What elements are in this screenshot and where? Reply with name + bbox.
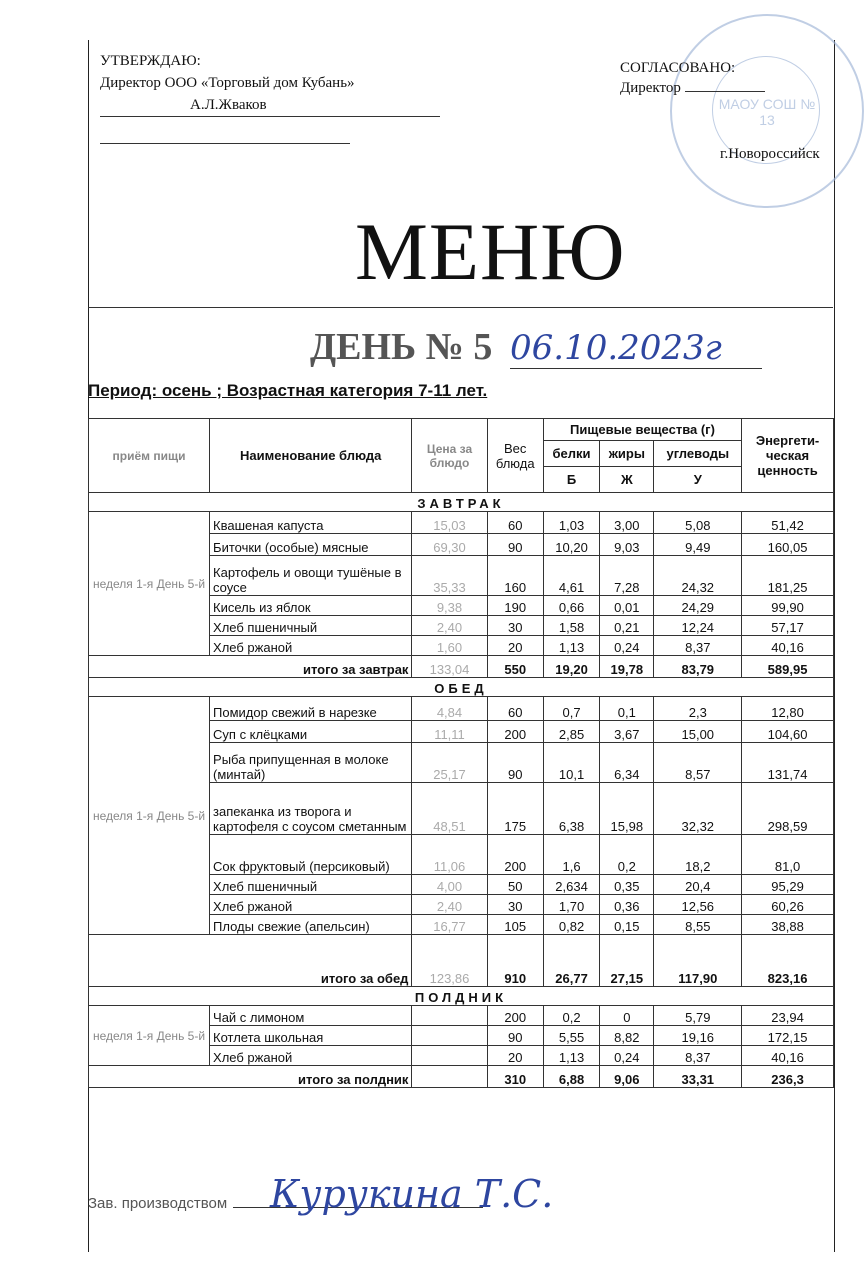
header-fats: жиры — [600, 441, 654, 467]
header-energy: Энергети-ческая ценность — [742, 419, 834, 493]
total-row — [89, 935, 834, 987]
cell-j: 0,15 — [600, 915, 654, 935]
agreement-city: г.Новороссийск — [720, 146, 820, 162]
cell-u: 8,57 — [654, 743, 742, 783]
cell-u: 2,3 — [654, 697, 742, 721]
cell-w: 90 — [487, 743, 543, 783]
cell-w: 60 — [487, 697, 543, 721]
dish-name: Биточки (особые) мясные — [210, 534, 412, 556]
cell-u: 8,37 — [654, 636, 742, 656]
period-line: Период: осень ; Возрастная категория 7-11 лет. — [88, 381, 488, 400]
total-price — [412, 1066, 487, 1088]
cell-w: 200 — [487, 721, 543, 743]
cell-e: 60,26 — [742, 895, 834, 915]
cell-w: 60 — [487, 512, 543, 534]
cell-e: 40,16 — [742, 1046, 834, 1066]
total-row — [89, 1066, 834, 1088]
header-carbs: углеводы — [654, 441, 742, 467]
cell-j: 8,82 — [600, 1026, 654, 1046]
cell-j: 0,24 — [600, 1046, 654, 1066]
cell-u: 8,37 — [654, 1046, 742, 1066]
cell-j: 0,2 — [600, 835, 654, 875]
header-u: У — [654, 467, 742, 493]
cell-j: 15,98 — [600, 783, 654, 835]
total-w: 550 — [487, 656, 543, 678]
cell-j: 0,01 — [600, 596, 654, 616]
total-label: итого за завтрак — [89, 656, 412, 678]
dish-name: Чай с лимоном — [210, 1006, 412, 1026]
cell-price: 48,51 — [412, 783, 487, 835]
dish-name: Хлеб пшеничный — [210, 616, 412, 636]
cell-w: 200 — [487, 835, 543, 875]
total-price: 123,86 — [412, 935, 487, 987]
section-title: ЗАВТРАК — [89, 493, 834, 512]
cell-e: 99,90 — [742, 596, 834, 616]
cell-b: 1,03 — [543, 512, 599, 534]
cell-price: 69,30 — [412, 534, 487, 556]
cell-e: 160,05 — [742, 534, 834, 556]
approval-title: УТВЕРЖДАЮ: — [100, 53, 201, 69]
cell-u: 19,16 — [654, 1026, 742, 1046]
cell-u: 20,4 — [654, 875, 742, 895]
cell-j: 0,24 — [600, 636, 654, 656]
cell-b: 1,13 — [543, 1046, 599, 1066]
cell-b: 10,1 — [543, 743, 599, 783]
cell-price: 2,40 — [412, 616, 487, 636]
dish-name: Кисель из яблок — [210, 596, 412, 616]
total-j: 9,06 — [600, 1066, 654, 1088]
meal-category: неделя 1-я День 5-й — [89, 512, 210, 656]
cell-w: 200 — [487, 1006, 543, 1026]
total-u: 83,79 — [654, 656, 742, 678]
divider — [88, 307, 833, 308]
total-w: 310 — [487, 1066, 543, 1088]
cell-u: 24,32 — [654, 556, 742, 596]
day-label: ДЕНЬ № 5 — [310, 326, 493, 368]
cell-e: 131,74 — [742, 743, 834, 783]
cell-b: 4,61 — [543, 556, 599, 596]
section-title: ПОЛДНИК — [89, 987, 834, 1006]
header-b: Б — [543, 467, 599, 493]
menu-table — [88, 418, 834, 1088]
cell-e: 81,0 — [742, 835, 834, 875]
approval-name: А.Л.Жваков — [190, 97, 267, 113]
cell-u: 9,49 — [654, 534, 742, 556]
total-b: 26,77 — [543, 935, 599, 987]
cell-b: 1,13 — [543, 636, 599, 656]
cell-b: 1,58 — [543, 616, 599, 636]
dish-name: Помидор свежий в нарезке — [210, 697, 412, 721]
section-snack — [89, 987, 834, 1006]
dish-name: Хлеб ржаной — [210, 1046, 412, 1066]
section-title: ОБЕД — [89, 678, 834, 697]
cell-price: 11,11 — [412, 721, 487, 743]
header-dish-name: Наименование блюда — [210, 419, 412, 493]
cell-b: 0,66 — [543, 596, 599, 616]
cell-j: 0,35 — [600, 875, 654, 895]
cell-j: 3,67 — [600, 721, 654, 743]
cell-e: 38,88 — [742, 915, 834, 935]
header-price: Цена за блюдо — [412, 419, 487, 493]
cell-b: 1,6 — [543, 835, 599, 875]
table-body — [89, 493, 834, 1088]
cell-u: 32,32 — [654, 783, 742, 835]
cell-e: 57,17 — [742, 616, 834, 636]
stamp-icon — [670, 14, 864, 208]
cell-w: 30 — [487, 895, 543, 915]
cell-u: 18,2 — [654, 835, 742, 875]
cell-w: 160 — [487, 556, 543, 596]
cell-j: 0,36 — [600, 895, 654, 915]
cell-e: 181,25 — [742, 556, 834, 596]
total-b: 6,88 — [543, 1066, 599, 1088]
cell-w: 20 — [487, 1046, 543, 1066]
dish-name: Картофель и овощи тушёные в соусе — [210, 556, 412, 596]
dish-name: Плоды свежие (апельсин) — [210, 915, 412, 935]
table-header — [89, 419, 834, 493]
agreement-title: СОГЛАСОВАНО: — [620, 60, 736, 76]
cell-b: 2,85 — [543, 721, 599, 743]
cell-u: 5,79 — [654, 1006, 742, 1026]
total-b: 19,20 — [543, 656, 599, 678]
dish-name: Хлеб пшеничный — [210, 875, 412, 895]
total-j: 27,15 — [600, 935, 654, 987]
footer-label: Зав. производством — [88, 1195, 228, 1212]
meal-category: неделя 1-я День 5-й — [89, 1006, 210, 1066]
cell-j: 0,1 — [600, 697, 654, 721]
cell-w: 20 — [487, 636, 543, 656]
cell-price: 4,84 — [412, 697, 487, 721]
cell-j: 9,03 — [600, 534, 654, 556]
cell-u: 12,24 — [654, 616, 742, 636]
cell-e: 298,59 — [742, 783, 834, 835]
cell-w: 90 — [487, 534, 543, 556]
total-j: 19,78 — [600, 656, 654, 678]
cell-e: 40,16 — [742, 636, 834, 656]
cell-w: 105 — [487, 915, 543, 935]
cell-e: 51,42 — [742, 512, 834, 534]
stamp-text: МАОУ СОШ № 13 — [718, 96, 816, 128]
dish-name: Суп с клёцками — [210, 721, 412, 743]
header-proteins: белки — [543, 441, 599, 467]
cell-price: 16,77 — [412, 915, 487, 935]
cell-price: 4,00 — [412, 875, 487, 895]
dish-name: Квашеная капуста — [210, 512, 412, 534]
cell-b: 0,82 — [543, 915, 599, 935]
page-title: МЕНЮ — [355, 206, 626, 297]
cell-j: 7,28 — [600, 556, 654, 596]
table-row — [89, 697, 834, 721]
cell-w: 175 — [487, 783, 543, 835]
footer-signature: Курукина Т.С. — [270, 1172, 554, 1216]
cell-e: 23,94 — [742, 1006, 834, 1026]
approval-block — [100, 50, 440, 144]
cell-price: 9,38 — [412, 596, 487, 616]
cell-price: 35,33 — [412, 556, 487, 596]
cell-u: 12,56 — [654, 895, 742, 915]
cell-b: 5,55 — [543, 1026, 599, 1046]
total-w: 910 — [487, 935, 543, 987]
header-nutrients: Пищевые вещества (г) — [543, 419, 741, 441]
total-e: 236,3 — [742, 1066, 834, 1088]
section-breakfast — [89, 493, 834, 512]
cell-price — [412, 1046, 487, 1066]
header-weight: Вес блюда — [487, 419, 543, 493]
cell-b: 0,7 — [543, 697, 599, 721]
dish-name: Рыба припущенная в молоке (минтай) — [210, 743, 412, 783]
cell-w: 50 — [487, 875, 543, 895]
cell-e: 172,15 — [742, 1026, 834, 1046]
cell-j: 3,00 — [600, 512, 654, 534]
header-meal: приём пищи — [89, 419, 210, 493]
dish-name: запеканка из творога и картофеля с соусом сметанным — [210, 783, 412, 835]
cell-price — [412, 1006, 487, 1026]
handwritten-date: 06.10.2023г — [510, 328, 762, 369]
cell-price: 1,60 — [412, 636, 487, 656]
table-row — [89, 1006, 834, 1026]
cell-j: 0,21 — [600, 616, 654, 636]
approval-position: Директор ООО «Торговый дом Кубань» — [100, 75, 355, 91]
cell-j: 0 — [600, 1006, 654, 1026]
header-j: Ж — [600, 467, 654, 493]
dish-name: Котлета школьная — [210, 1026, 412, 1046]
cell-b: 2,634 — [543, 875, 599, 895]
section-lunch — [89, 678, 834, 697]
approval-signatory — [100, 94, 440, 117]
cell-price: 11,06 — [412, 835, 487, 875]
cell-price: 25,17 — [412, 743, 487, 783]
table-row — [89, 512, 834, 534]
cell-price — [412, 1026, 487, 1046]
cell-u: 5,08 — [654, 512, 742, 534]
total-e: 823,16 — [742, 935, 834, 987]
cell-e: 12,80 — [742, 697, 834, 721]
meal-category: неделя 1-я День 5-й — [89, 697, 210, 935]
cell-price: 2,40 — [412, 895, 487, 915]
total-label: итого за полдник — [89, 1066, 412, 1088]
total-price: 133,04 — [412, 656, 487, 678]
total-label: итого за обед — [89, 935, 412, 987]
cell-b: 6,38 — [543, 783, 599, 835]
cell-w: 30 — [487, 616, 543, 636]
total-u: 33,31 — [654, 1066, 742, 1088]
agreement-position: Директор — [620, 78, 765, 98]
dish-name: Сок фруктовый (персиковый) — [210, 835, 412, 875]
total-u: 117,90 — [654, 935, 742, 987]
cell-price: 15,03 — [412, 512, 487, 534]
cell-b: 1,70 — [543, 895, 599, 915]
total-row — [89, 656, 834, 678]
cell-w: 190 — [487, 596, 543, 616]
cell-u: 15,00 — [654, 721, 742, 743]
dish-name: Хлеб ржаной — [210, 895, 412, 915]
cell-u: 24,29 — [654, 596, 742, 616]
cell-b: 10,20 — [543, 534, 599, 556]
cell-w: 90 — [487, 1026, 543, 1046]
cell-e: 95,29 — [742, 875, 834, 895]
cell-b: 0,2 — [543, 1006, 599, 1026]
cell-e: 104,60 — [742, 721, 834, 743]
total-e: 589,95 — [742, 656, 834, 678]
approval-date-line — [100, 121, 350, 144]
cell-j: 6,34 — [600, 743, 654, 783]
dish-name: Хлеб ржаной — [210, 636, 412, 656]
cell-u: 8,55 — [654, 915, 742, 935]
